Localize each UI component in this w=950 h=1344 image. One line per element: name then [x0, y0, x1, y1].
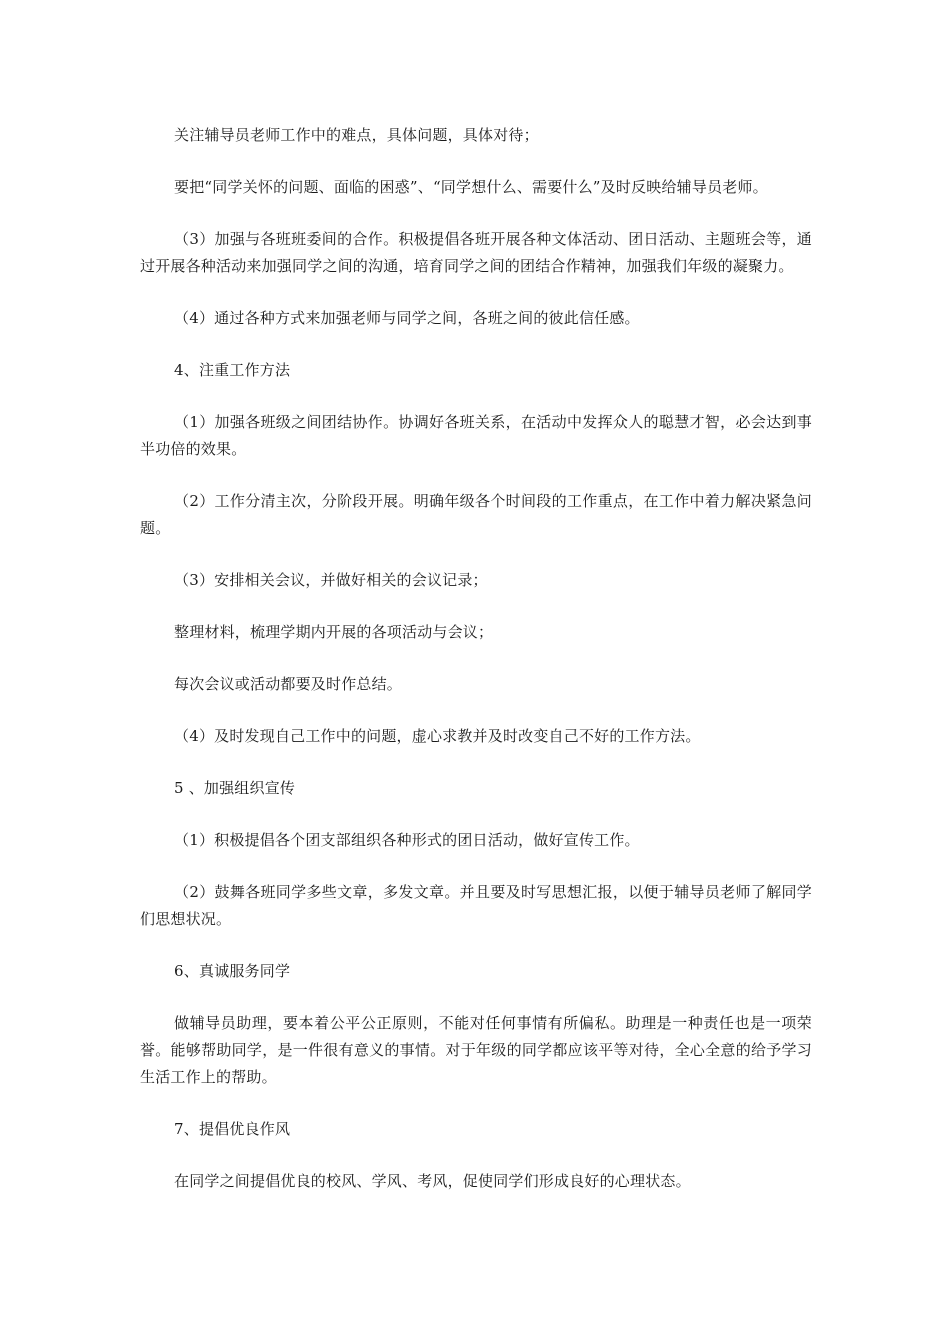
- paragraph-3: （3）加强与各班班委间的合作。积极提倡各班开展各种文体活动、团日活动、主题班会等，通过开展各种活动来加强同学之间的沟通，培育同学之间的团结合作精神，加强我们年级的凝聚力。: [140, 230, 812, 275]
- section-heading-6: 6、真诚服务同学: [174, 962, 291, 980]
- paragraph-5: （1）加强各班级之间团结协作。协调好各班关系，在活动中发挥众人的聪慧才智，必会达到事半功倍的效果。: [140, 413, 812, 458]
- paragraph-8: 整理材料，梳理学期内开展的各项活动与会议；: [174, 623, 494, 641]
- paragraph-2: 要把“同学关怀的问题、面临的困惑”、“同学想什么、需要什么”及时反映给辅导员老师。: [174, 178, 768, 196]
- paragraph-7: （3）安排相关会议，并做好相关的会议记录；: [174, 571, 488, 589]
- paragraph-6: （2）工作分清主次，分阶段开展。明确年级各个时间段的工作重点，在工作中着力解决紧急问题。: [140, 492, 812, 537]
- paragraph-10: （4）及时发现自己工作中的问题，虚心求教并及时改变自己不好的工作方法。: [174, 727, 701, 745]
- section-heading-7: 7、提倡优良作风: [174, 1120, 291, 1138]
- paragraph-4: （4）通过各种方式来加强老师与同学之间，各班之间的彼此信任感。: [174, 309, 640, 327]
- section-heading-4: 4、注重工作方法: [174, 361, 291, 379]
- paragraph-14: 在同学之间提倡优良的校风、学风、考风，促使同学们形成良好的心理状态。: [174, 1172, 691, 1190]
- section-heading-5: 5 、加强组织宣传: [174, 779, 296, 797]
- paragraph-1: 关注辅导员老师工作中的难点，具体问题，具体对待；: [174, 126, 539, 144]
- document-body: [140, 122, 812, 1220]
- paragraph-11: （1）积极提倡各个团支部组织各种形式的团日活动，做好宣传工作。: [174, 831, 640, 849]
- paragraph-13: 做辅导员助理，要本着公平公正原则，不能对任何事情有所偏私。助理是一种责任也是一项荣誉。能够帮助同学，是一件很有意义的事情。对于年级的同学都应该平等对待，全心全意的给予学习生活工作上的帮助。: [140, 1014, 812, 1086]
- paragraph-12: （2）鼓舞各班同学多些文章，多发文章。并且要及时写思想汇报，以便于辅导员老师了解同学们思想状况。: [140, 883, 812, 928]
- paragraph-9: 每次会议或活动都要及时作总结。: [174, 675, 403, 693]
